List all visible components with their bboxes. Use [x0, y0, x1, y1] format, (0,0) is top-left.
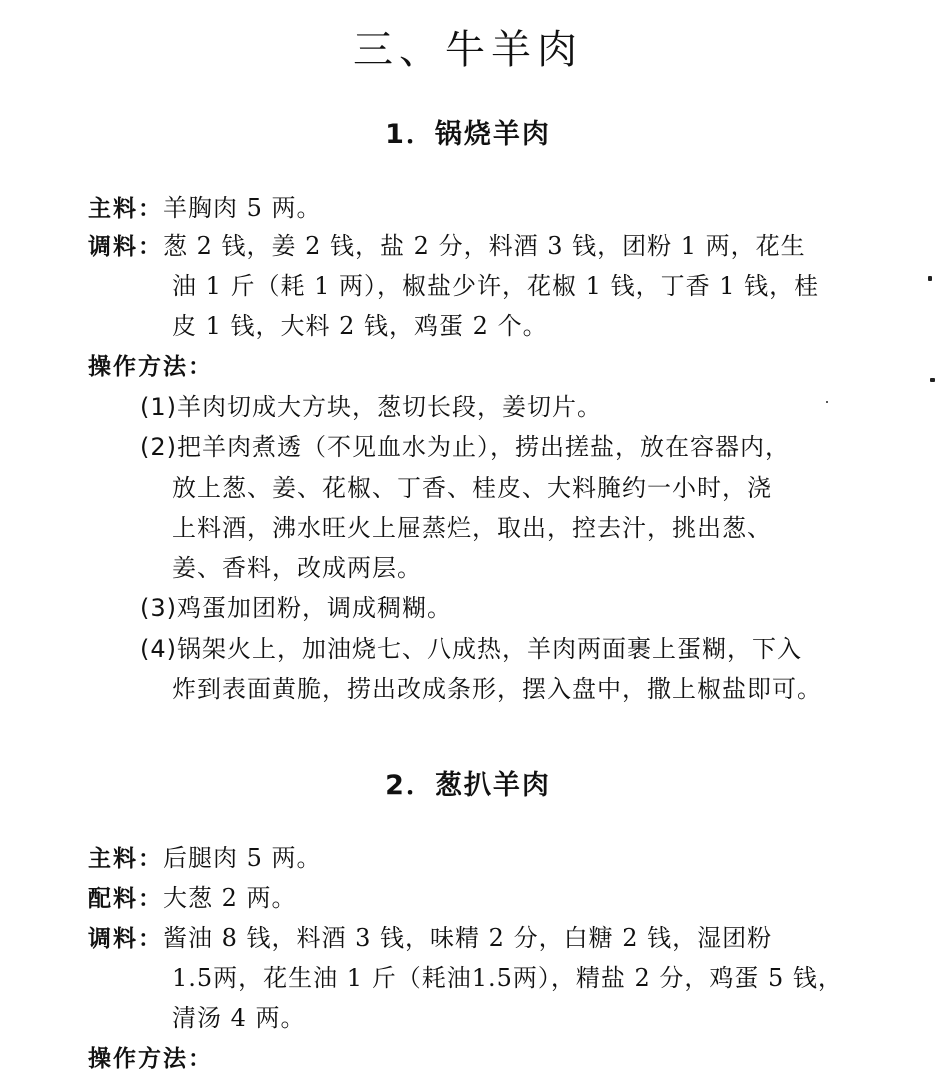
recipe-1-title: 1．锅烧羊肉: [385, 119, 551, 150]
recipe-2-method-label: 操作方法：: [88, 1046, 213, 1072]
main-ingredient-text: 后腿肉 5 两。: [163, 844, 322, 872]
recipe-2-main-ingredient: [88, 843, 322, 874]
recipe-1-main-ingredient: [88, 193, 322, 224]
scan-speck: [826, 401, 828, 403]
seasoning-label: 调料：: [88, 234, 163, 260]
main-ingredient-label: 主料：: [88, 196, 163, 222]
scan-speck: [928, 276, 932, 281]
recipe-1-step-2-line-1: (2)把羊肉煮透（不见血水为止），捞出搓盐，放在容器内，: [140, 433, 790, 461]
recipe-1-step-2-line-4: 姜、香料，改成两层。: [172, 554, 422, 582]
recipe-2-side-ingredient: [88, 883, 297, 914]
recipe-2-seasoning-line-2: 1.5两，花生油 1 斤（耗油1.5两），精盐 2 分，鸡蛋 5 钱，: [172, 964, 843, 992]
recipe-1-seasoning-line-3: 皮 1 钱，大料 2 钱，鸡蛋 2 个。: [172, 312, 548, 340]
recipe-1-seasoning-line-2: 油 1 斤（耗 1 两），椒盐少许，花椒 1 钱，丁香 1 钱，桂: [172, 272, 820, 300]
recipe-1-step-4-line-2: 炸到表面黄脆，捞出改成条形，摆入盘中，撒上椒盐即可。: [172, 675, 822, 703]
main-ingredient-label: 主料：: [88, 846, 163, 872]
recipe-1-step-2-line-3: 上料酒，沸水旺火上屉蒸烂，取出，控去汁，挑出葱、: [172, 514, 772, 542]
chapter-title: 三、牛羊肉: [353, 27, 583, 73]
recipe-2-seasoning-line-3: 清汤 4 两。: [172, 1004, 306, 1032]
recipe-2-seasoning-line-1: [88, 923, 772, 954]
recipe-1-step-2-line-2: 放上葱、姜、花椒、丁香、桂皮、大料腌约一小时，浇: [172, 474, 772, 502]
seasoning-label: 调料：: [88, 926, 163, 952]
recipe-1-method-label: 操作方法：: [88, 354, 213, 380]
recipe-2-title: 2．葱扒羊肉: [385, 770, 551, 801]
main-ingredient-text: 羊胸肉 5 两。: [163, 194, 322, 222]
scan-speck: [930, 378, 935, 382]
side-ingredient-label: 配料：: [88, 886, 163, 912]
seasoning-text: 酱油 8 钱，料酒 3 钱，味精 2 分，白糖 2 钱，湿团粉: [163, 924, 773, 952]
recipe-1-step-3: (3)鸡蛋加团粉，调成稠糊。: [140, 594, 452, 622]
recipe-1-step-1: (1)羊肉切成大方块，葱切长段，姜切片。: [140, 393, 602, 421]
recipe-1-step-4-line-1: (4)锅架火上，加油烧七、八成热，羊肉两面裹上蛋糊，下入: [140, 635, 802, 663]
side-ingredient-text: 大葱 2 两。: [163, 884, 297, 912]
recipe-1-seasoning-line-1: [88, 231, 806, 262]
seasoning-text: 葱 2 钱，姜 2 钱，盐 2 分，料酒 3 钱，团粉 1 两，花生: [163, 232, 806, 260]
